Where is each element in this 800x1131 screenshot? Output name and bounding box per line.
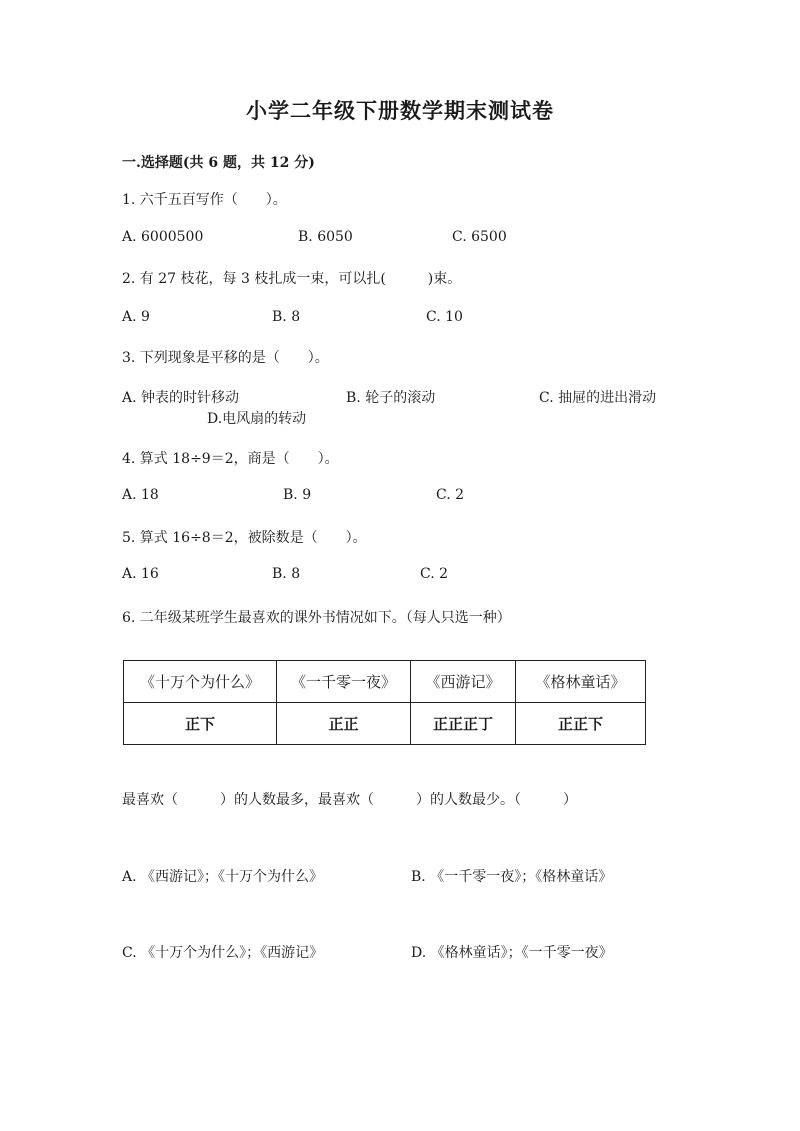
tally-cell: 正正 <box>277 703 411 745</box>
question-5-stem: 5. 算式 16÷8＝2，被除数是（ ）。 <box>122 530 367 546</box>
table-header-cell: 《一千零一夜》 <box>277 661 411 703</box>
tally-cell: 正下 <box>124 703 277 745</box>
question-6-followup: 最喜欢（ ）的人数最多，最喜欢（ ）的人数最少。（ ） <box>122 792 577 808</box>
question-3-option-a: A. 钟表的时针移动 <box>122 390 240 406</box>
table-tally-row <box>124 703 646 745</box>
question-1-option-a: A. 6000500 <box>122 229 204 245</box>
book-preference-table <box>123 660 646 745</box>
question-4-stem: 4. 算式 18÷9＝2，商是（ ）。 <box>122 451 339 467</box>
question-2-stem: 2. 有 27 枝花，每 3 枝扎成一束，可以扎( )束。 <box>122 271 462 287</box>
question-2-option-b: B. 8 <box>272 309 301 325</box>
question-4-option-b: B. 9 <box>283 487 312 503</box>
question-5-option-c: C. 2 <box>420 566 449 582</box>
question-2-option-c: C. 10 <box>426 309 463 325</box>
question-6-option-c: C. 《十万个为什么》；《西游记》 <box>122 945 324 961</box>
table-header-cell: 《西游记》 <box>411 661 516 703</box>
question-3-option-c: C. 抽屉的进出滑动 <box>539 390 657 406</box>
question-3-stem: 3. 下列现象是平移的是（ ）。 <box>122 350 329 366</box>
question-3-option-d: D.电风扇的转动 <box>207 411 307 427</box>
tally-cell: 正正下 <box>516 703 646 745</box>
question-6-stem: 6. 二年级某班学生最喜欢的课外书情况如下。（每人只选一种） <box>122 610 511 626</box>
section-heading: 一.选择题(共 6 题，共 12 分) <box>122 155 315 171</box>
table-header-cell: 《十万个为什么》 <box>124 661 277 703</box>
question-6-option-a: A. 《西游记》；《十万个为什么》 <box>122 869 324 885</box>
question-1-stem: 1. 六千五百写作（ ）。 <box>122 192 287 208</box>
tally-cell: 正正正丁 <box>411 703 516 745</box>
question-3-option-b: B. 轮子的滚动 <box>346 390 436 406</box>
question-5-option-a: A. 16 <box>122 566 159 582</box>
question-5-option-b: B. 8 <box>272 566 301 582</box>
question-2-option-a: A. 9 <box>122 309 150 325</box>
question-4-option-a: A. 18 <box>122 487 159 503</box>
question-6-option-b: B. 《一千零一夜》；《格林童话》 <box>411 869 613 885</box>
question-4-option-c: C. 2 <box>436 487 465 503</box>
question-1-option-b: B. 6050 <box>298 229 353 245</box>
table-header-cell: 《格林童话》 <box>516 661 646 703</box>
page-title: 小学二年级下册数学期末测试卷 <box>246 98 554 123</box>
question-1-option-c: C. 6500 <box>452 229 507 245</box>
question-6-option-d: D. 《格林童话》；《一千零一夜》 <box>411 945 613 961</box>
table-header-row <box>124 661 646 703</box>
